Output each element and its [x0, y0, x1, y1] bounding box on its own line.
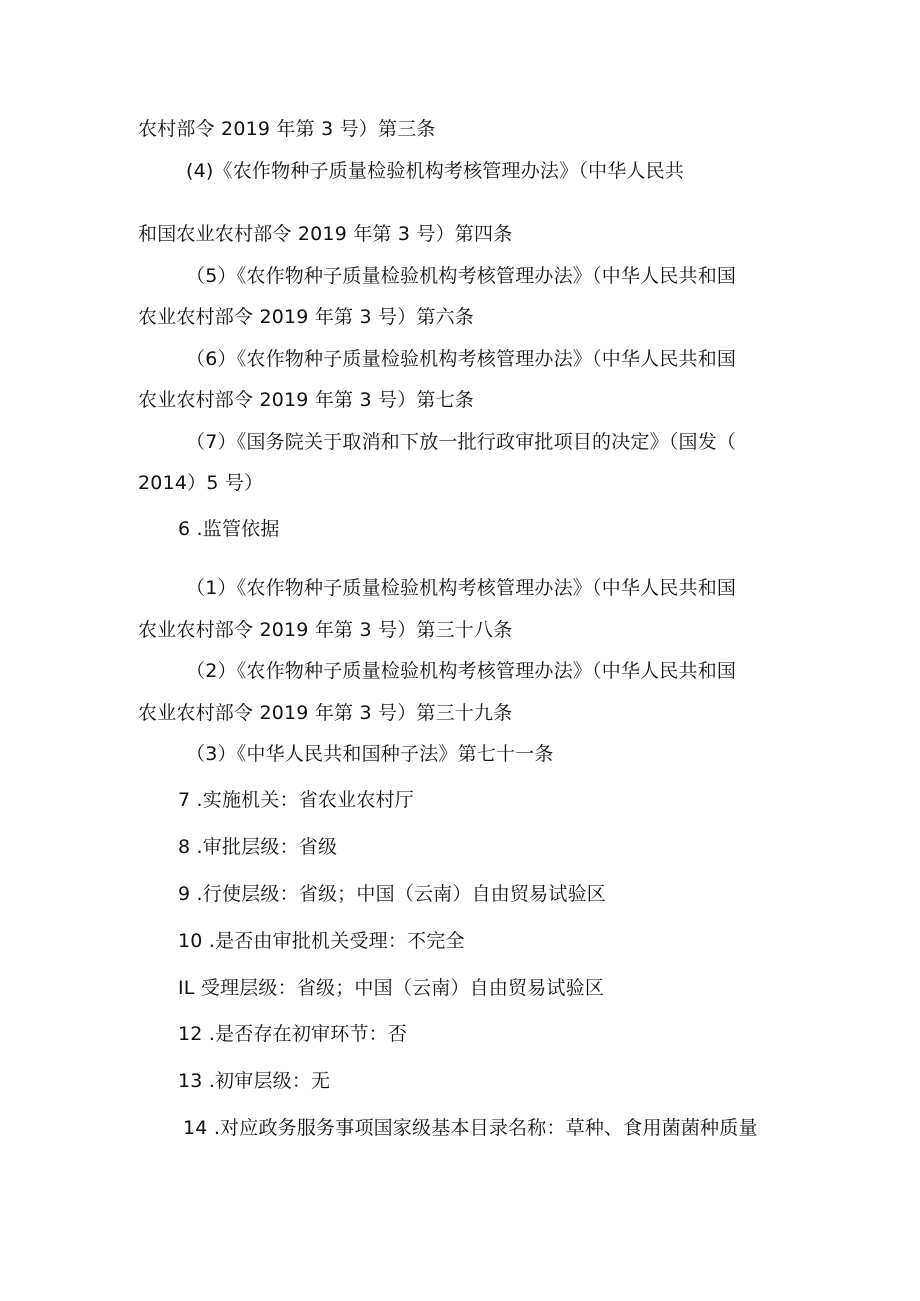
text-line: 和国农业农村部令 2019 年第 3 号）第四条	[138, 223, 513, 245]
list-item: 13 .初审层级：无	[178, 1070, 331, 1092]
list-item: 7 .实施机关：省农业农村厅	[178, 789, 414, 811]
text-line: 2014）5 号）	[138, 472, 264, 494]
text-line: （5）《农作物种子质量检验机构考核管理办法》（中华人民共和国	[186, 265, 737, 287]
text-line: 农业农村部令 2019 年第 3 号）第七条	[138, 389, 475, 411]
text-line: 农业农村部令 2019 年第 3 号）第三十八条	[138, 619, 513, 641]
text-line: （1）《农作物种子质量检验机构考核管理办法》（中华人民共和国	[186, 577, 737, 599]
list-item: 12 .是否存在初审环节：否	[178, 1023, 408, 1045]
text-line: 农业农村部令 2019 年第 3 号）第六条	[138, 306, 475, 328]
text-line: （2）《农作物种子质量检验机构考核管理办法》（中华人民共和国	[186, 660, 737, 682]
section-heading: 6 .监管依据	[178, 518, 280, 540]
text-line: 农村部令 2019 年第 3 号）第三条	[138, 118, 436, 140]
list-item: 9 .行使层级：省级；中国（云南）自由贸易试验区	[178, 883, 606, 905]
text-line: (4)《农作物种子质量检验机构考核管理办法》（中华人民共	[186, 160, 685, 182]
list-item: IL 受理层级：省级；中国（云南）自由贸易试验区	[178, 977, 605, 999]
list-item: 14 .对应政务服务事项国家级基本目录名称：草种、食用菌菌种质量	[183, 1117, 758, 1139]
list-item: 8 .审批层级：省级	[178, 836, 338, 858]
text-line: （3）《中华人民共和国种子法》第七十一条	[186, 743, 554, 765]
text-line: （6）《农作物种子质量检验机构考核管理办法》（中华人民共和国	[186, 348, 737, 370]
text-line: 农业农村部令 2019 年第 3 号）第三十九条	[138, 702, 513, 724]
list-item: 10 .是否由审批机关受理：不完全	[178, 930, 465, 952]
text-line: （7）《国务院关于取消和下放一批行政审批项目的决定》（国发（	[186, 431, 737, 453]
